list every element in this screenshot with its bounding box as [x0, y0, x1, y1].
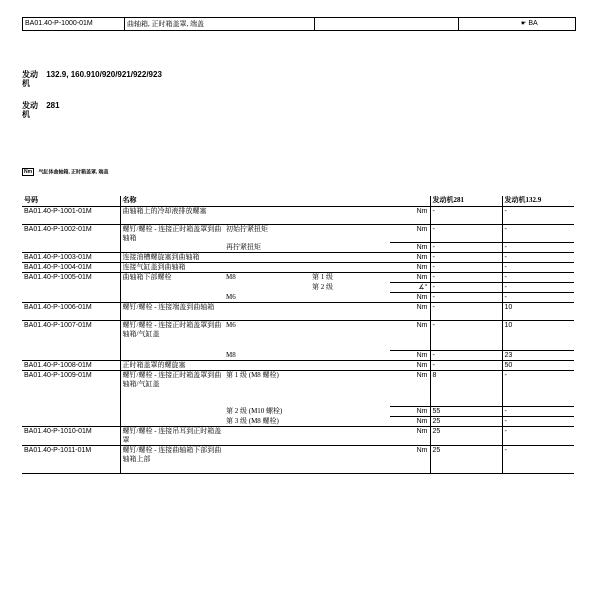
table-row	[22, 253, 574, 263]
row-engine-281: -	[430, 303, 502, 321]
table-row	[22, 206, 574, 224]
row-engine-132: -	[502, 427, 574, 446]
row-spec	[224, 253, 310, 263]
caption-text: 气缸体曲轴箱, 正时箱盖罩, 端盖	[38, 170, 109, 176]
row-engine-281: -	[430, 273, 502, 283]
row-unit: Nm	[390, 446, 430, 474]
row-engine-132: -	[502, 446, 574, 474]
row-level	[310, 224, 390, 243]
row-name	[120, 351, 224, 361]
reference-link[interactable]	[519, 18, 575, 30]
torque-table	[22, 196, 574, 474]
row-level	[310, 446, 390, 474]
row-name: 连接气缸盖到曲轴箱	[120, 263, 224, 273]
row-name	[120, 293, 224, 303]
row-name: 螺钉/螺栓 - 连接曲轴箱下部到曲轴箱上部	[120, 446, 224, 474]
row-engine-281: -	[430, 206, 502, 224]
row-name: 曲轴箱上的冷却液排放螺塞	[120, 206, 224, 224]
row-number: BA01.40-P-1005-01M	[22, 273, 120, 283]
row-name	[120, 407, 224, 417]
row-name	[120, 243, 224, 253]
table-body	[22, 206, 574, 474]
row-number: BA01.40-P-1004-01M	[22, 263, 120, 273]
row-level	[310, 321, 390, 351]
row-name	[120, 417, 224, 427]
row-spec	[224, 361, 310, 371]
row-engine-132: -	[502, 206, 574, 224]
row-level	[310, 417, 390, 427]
row-number: BA01.40-P-1007-01M	[22, 321, 120, 351]
table-row	[22, 407, 574, 417]
row-engine-132: -	[502, 273, 574, 283]
col-level	[310, 196, 390, 206]
row-unit: Nm	[390, 243, 430, 253]
table-row	[22, 283, 574, 293]
row-spec: 再拧紧扭矩	[226, 242, 261, 251]
row-number: BA01.40-P-1010-01M	[22, 427, 120, 446]
row-engine-132: -	[502, 371, 574, 407]
row-engine-132: -	[502, 407, 574, 417]
row-engine-132: 10	[502, 303, 574, 321]
row-spec: 初始拧紧扭矩	[224, 224, 310, 243]
row-number	[22, 293, 120, 303]
row-spec	[224, 427, 310, 446]
row-number: BA01.40-P-1006-01M	[22, 303, 120, 321]
row-level	[310, 243, 390, 253]
row-engine-281: -	[430, 283, 502, 293]
row-unit: Nm	[390, 253, 430, 263]
row-name: 正时箱盖罩的螺旋塞	[120, 361, 224, 371]
engine-label: 发动机	[22, 101, 38, 119]
row-name: 螺钉/螺栓 - 连接端盖到曲轴箱	[120, 303, 224, 321]
row-spec	[224, 446, 310, 474]
row-spec: 第 3 级 (M8 螺栓)	[226, 416, 279, 425]
row-level	[310, 427, 390, 446]
row-unit: Nm	[390, 321, 430, 351]
row-number: BA01.40-P-1002-01M	[22, 224, 120, 243]
table-row	[22, 224, 574, 243]
row-unit: Nm	[390, 351, 430, 361]
row-level: 第 2 级	[312, 282, 333, 291]
row-unit: Nm	[390, 273, 430, 283]
table-row	[22, 321, 574, 351]
col-spec	[224, 196, 310, 206]
row-spec: M8	[226, 350, 236, 359]
col-name: 名称	[120, 196, 224, 206]
row-spec: M6	[224, 321, 310, 351]
row-name: 连接油槽螺旋塞到曲轴箱	[120, 253, 224, 263]
row-spec	[224, 303, 310, 321]
row-number: BA01.40-P-1001-01M	[22, 206, 120, 224]
row-engine-281: -	[430, 351, 502, 361]
row-engine-281: 8	[430, 371, 502, 407]
table-caption	[22, 168, 108, 176]
row-name: 螺钉/螺栓 - 连接吊耳到正时箱盖罩	[120, 427, 224, 446]
engine-label: 发动机	[22, 70, 38, 88]
row-name: 螺钉/螺栓 - 连接正时箱盖罩到曲轴箱/气缸盖	[120, 371, 224, 407]
row-engine-132: 23	[502, 351, 574, 361]
row-unit: Nm	[390, 407, 430, 417]
row-spec: 第 1 级 (M8 螺栓)	[224, 371, 310, 407]
row-level	[310, 263, 390, 273]
table-row	[22, 273, 574, 283]
row-engine-281: -	[430, 224, 502, 243]
col-number: 号码	[22, 196, 120, 206]
row-unit: Nm	[390, 371, 430, 407]
row-number	[22, 351, 120, 361]
row-unit: Nm	[390, 417, 430, 427]
engine-applicability-1	[22, 70, 162, 88]
row-engine-281: -	[430, 263, 502, 273]
row-unit: Nm	[390, 427, 430, 446]
table-row	[22, 427, 574, 446]
row-name: 螺钉/螺栓 - 连接正时箱盖罩到曲轴箱/气缸盖	[120, 321, 224, 351]
row-unit: Nm	[390, 303, 430, 321]
table-row	[22, 351, 574, 361]
row-number	[22, 407, 120, 417]
row-engine-281: 55	[430, 407, 502, 417]
engine-models: 281	[46, 101, 60, 110]
row-number	[22, 283, 120, 293]
col-engine-132: 发动机132.9	[502, 196, 574, 206]
engine-models: 132.9, 160.910/920/921/922/923	[46, 70, 162, 79]
row-number	[22, 417, 120, 427]
row-engine-132: -	[502, 224, 574, 243]
row-level: 第 1 级	[310, 273, 390, 283]
row-engine-281: 25	[430, 417, 502, 427]
table-row	[22, 293, 574, 303]
row-engine-281: -	[430, 361, 502, 371]
row-engine-132: 50	[502, 361, 574, 371]
row-level	[310, 407, 390, 417]
row-number: BA01.40-P-1011-01M	[22, 446, 120, 474]
row-unit: Nm	[390, 263, 430, 273]
row-unit: Nm	[390, 293, 430, 303]
table-row	[22, 446, 574, 474]
row-number	[22, 243, 120, 253]
table-row	[22, 417, 574, 427]
row-engine-281: 25	[430, 446, 502, 474]
row-engine-281: -	[430, 321, 502, 351]
row-engine-281: -	[430, 253, 502, 263]
row-engine-132: -	[502, 253, 574, 263]
row-engine-132: 10	[502, 321, 574, 351]
table-row	[22, 263, 574, 273]
header-blank-1	[315, 18, 459, 30]
row-engine-281: -	[430, 293, 502, 303]
table-row	[22, 371, 574, 407]
pointing-hand-icon: ☛	[521, 21, 527, 27]
document-header	[22, 17, 576, 31]
row-engine-132: -	[502, 283, 574, 293]
engine-applicability-2	[22, 101, 60, 119]
row-unit: Nm	[390, 224, 430, 243]
row-spec: M8	[224, 273, 310, 283]
table-row	[22, 303, 574, 321]
reference-label: BA	[528, 20, 538, 27]
row-level	[310, 293, 390, 303]
row-unit: Nm	[390, 206, 430, 224]
table-row	[22, 361, 574, 371]
row-engine-281: -	[430, 243, 502, 253]
row-name: 螺钉/螺栓 - 连接正时箱盖罩到曲轴箱	[120, 224, 224, 243]
row-spec: M6	[226, 292, 236, 301]
row-engine-132: -	[502, 243, 574, 253]
row-spec	[224, 206, 310, 224]
row-level	[310, 303, 390, 321]
row-unit: Nm	[390, 361, 430, 371]
header-blank-2	[459, 18, 519, 30]
row-number: BA01.40-P-1009-01M	[22, 371, 120, 407]
table-header-row	[22, 196, 574, 206]
row-level	[310, 253, 390, 263]
doc-id: BA01.40-P-1000-01M	[23, 18, 125, 30]
row-engine-281: 25	[430, 427, 502, 446]
col-engine-281: 发动机281	[430, 196, 502, 206]
row-level	[310, 371, 390, 407]
row-spec	[224, 283, 310, 293]
col-unit	[390, 196, 430, 206]
row-unit: ∡°	[390, 283, 430, 293]
row-number: BA01.40-P-1003-01M	[22, 253, 120, 263]
row-level	[310, 361, 390, 371]
row-spec: 第 2 级 (M10 螺栓)	[226, 406, 283, 415]
torque-nm-icon: Nm	[24, 169, 33, 175]
row-level	[310, 206, 390, 224]
row-level	[310, 351, 390, 361]
row-engine-132: -	[502, 263, 574, 273]
row-engine-132: -	[502, 417, 574, 427]
row-name	[120, 283, 224, 293]
row-spec	[224, 263, 310, 273]
table-row	[22, 243, 574, 253]
row-number: BA01.40-P-1008-01M	[22, 361, 120, 371]
row-name: 曲轴箱下部螺栓	[120, 273, 224, 283]
row-engine-132: -	[502, 293, 574, 303]
doc-title: 曲轴箱, 正时箱盖罩, 端盖	[125, 18, 315, 30]
